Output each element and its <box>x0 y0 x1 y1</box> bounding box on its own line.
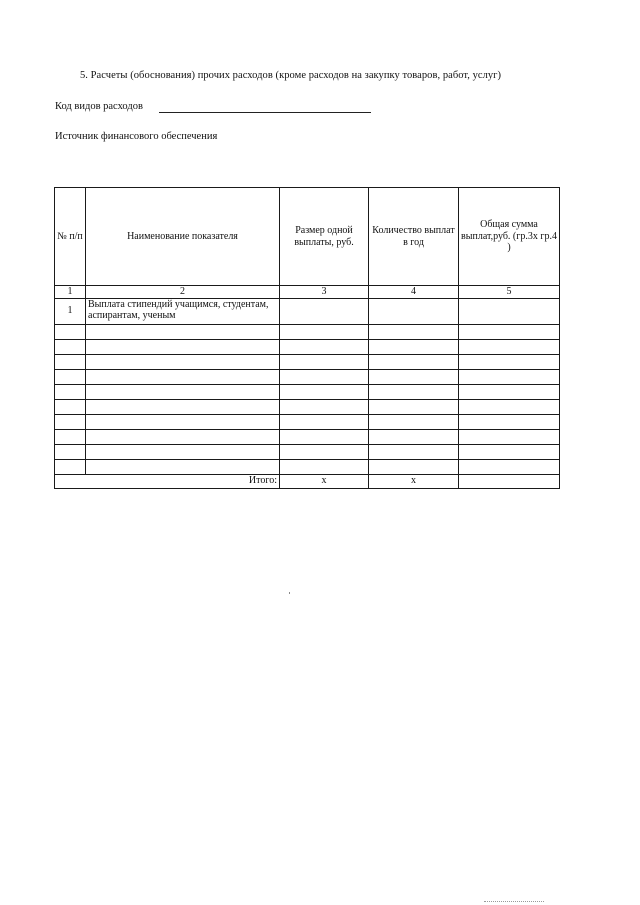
empty-table-row <box>55 459 560 474</box>
row-number: 1 <box>55 298 86 324</box>
empty-cell[interactable] <box>55 369 86 384</box>
total-payments-per-year: х <box>369 474 459 488</box>
scan-dot <box>289 592 290 594</box>
empty-cell[interactable] <box>86 444 280 459</box>
empty-cell[interactable] <box>459 444 560 459</box>
column-index-row <box>55 286 560 299</box>
header-number: № п/п <box>55 188 86 286</box>
empty-cell[interactable] <box>459 369 560 384</box>
empty-cell[interactable] <box>55 354 86 369</box>
empty-cell[interactable] <box>280 459 369 474</box>
empty-table-row <box>55 354 560 369</box>
empty-cell[interactable] <box>86 324 280 339</box>
empty-cell[interactable] <box>459 339 560 354</box>
empty-table-row <box>55 429 560 444</box>
header-payments-per-year: Количество выплат в год <box>369 188 459 286</box>
empty-cell[interactable] <box>86 339 280 354</box>
empty-cell[interactable] <box>369 399 459 414</box>
empty-cell[interactable] <box>55 459 86 474</box>
empty-table-row <box>55 324 560 339</box>
total-row <box>55 474 560 488</box>
empty-cell[interactable] <box>86 429 280 444</box>
total-label: Итого: <box>55 474 280 488</box>
empty-table-row <box>55 399 560 414</box>
empty-cell[interactable] <box>86 459 280 474</box>
expense-code-label: Код видов расходов <box>55 101 143 112</box>
empty-cell[interactable] <box>369 324 459 339</box>
empty-table-row <box>55 414 560 429</box>
empty-cell[interactable] <box>459 429 560 444</box>
empty-cell[interactable] <box>86 399 280 414</box>
funding-source-label: Источник финансового обеспечения <box>55 131 218 142</box>
empty-cell[interactable] <box>55 429 86 444</box>
empty-cell[interactable] <box>369 339 459 354</box>
empty-cell[interactable] <box>369 414 459 429</box>
table-header-row <box>55 188 560 286</box>
column-index: 1 <box>55 286 86 299</box>
row-total-amount[interactable] <box>459 298 560 324</box>
empty-cell[interactable] <box>55 384 86 399</box>
total-payment-size: х <box>280 474 369 488</box>
empty-cell[interactable] <box>280 444 369 459</box>
empty-cell[interactable] <box>86 414 280 429</box>
empty-cell[interactable] <box>280 354 369 369</box>
column-index: 5 <box>459 286 560 299</box>
empty-cell[interactable] <box>280 339 369 354</box>
empty-cell[interactable] <box>459 399 560 414</box>
empty-cell[interactable] <box>459 354 560 369</box>
empty-cell[interactable] <box>280 429 369 444</box>
header-indicator-name: Наименование показателя <box>86 188 280 286</box>
empty-cell[interactable] <box>280 414 369 429</box>
column-index: 3 <box>280 286 369 299</box>
expense-code-field[interactable] <box>159 112 371 113</box>
empty-cell[interactable] <box>86 369 280 384</box>
scan-edge-mark <box>484 901 544 903</box>
empty-cell[interactable] <box>459 384 560 399</box>
row-payment-size[interactable] <box>280 298 369 324</box>
empty-table-row <box>55 384 560 399</box>
header-payment-size: Размер одной выплаты, руб. <box>280 188 369 286</box>
section-heading: 5. Расчеты (обоснования) прочих расходов (кроме расходов на закупку товаров, работ, услуг) <box>80 70 502 81</box>
empty-cell[interactable] <box>369 384 459 399</box>
total-amount[interactable] <box>459 474 560 488</box>
empty-cell[interactable] <box>280 384 369 399</box>
empty-table-row <box>55 369 560 384</box>
empty-cell[interactable] <box>280 324 369 339</box>
empty-cell[interactable] <box>280 399 369 414</box>
empty-cell[interactable] <box>369 444 459 459</box>
empty-table-row <box>55 444 560 459</box>
empty-cell[interactable] <box>86 384 280 399</box>
empty-cell[interactable] <box>55 444 86 459</box>
empty-cell[interactable] <box>55 324 86 339</box>
empty-cell[interactable] <box>55 339 86 354</box>
expense-table <box>54 187 560 489</box>
row-indicator-name: Выплата стипендий учащимся, студентам, аспирантам, ученым <box>86 298 280 324</box>
empty-cell[interactable] <box>86 354 280 369</box>
column-index: 2 <box>86 286 280 299</box>
empty-cell[interactable] <box>369 354 459 369</box>
row-payments-per-year[interactable] <box>369 298 459 324</box>
empty-cell[interactable] <box>459 459 560 474</box>
column-index: 4 <box>369 286 459 299</box>
header-total-amount: Общая сумма выплат,руб. (гр.3х гр.4 ) <box>459 188 560 286</box>
empty-cell[interactable] <box>280 369 369 384</box>
empty-cell[interactable] <box>369 459 459 474</box>
empty-table-row <box>55 339 560 354</box>
empty-cell[interactable] <box>459 324 560 339</box>
empty-cell[interactable] <box>459 414 560 429</box>
table-row <box>55 298 560 324</box>
empty-cell[interactable] <box>369 369 459 384</box>
empty-cell[interactable] <box>369 429 459 444</box>
empty-cell[interactable] <box>55 414 86 429</box>
empty-cell[interactable] <box>55 399 86 414</box>
